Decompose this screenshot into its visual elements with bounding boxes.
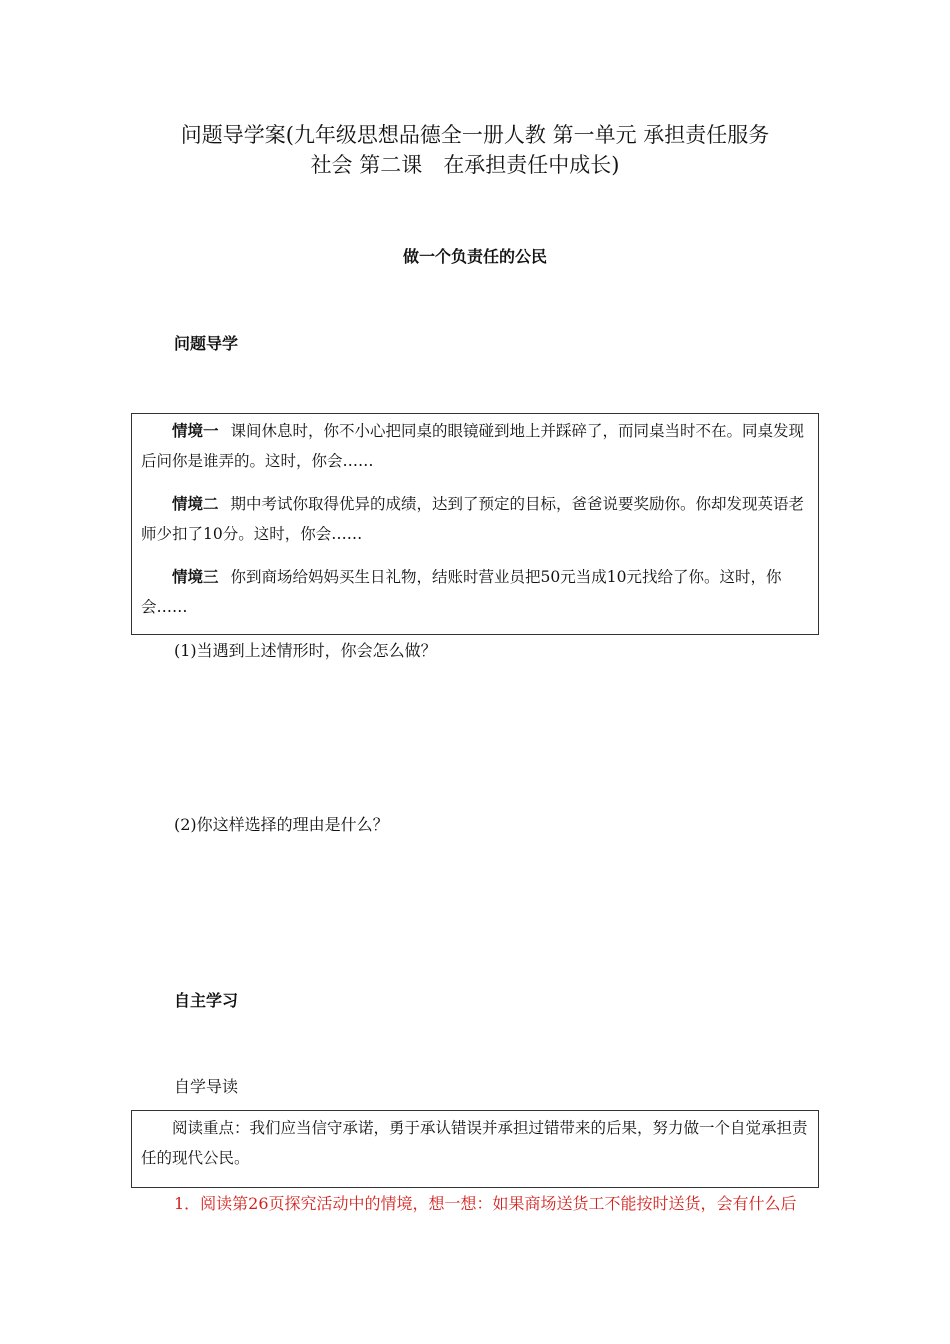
section-heading-guide: 问题导学 [174,334,239,353]
exercise-item-1: 1．阅读第26页探究活动中的情境，想一想：如果商场送货工不能按时送货，会有什么后 [174,1194,797,1213]
scenario-1-text: 课间休息时，你不小心把同桌的眼镜碰到地上并踩碎了，而同桌当时不在。同桌发现后问你是谁弄的。这时，你会…… [141,422,805,470]
document-title [0,120,950,180]
section-heading-self-study: 自主学习 [174,991,239,1010]
reading-focus-box [131,1110,819,1188]
scenario-3-label: 情境三 [172,568,219,586]
scenario-2-label: 情境二 [172,495,219,513]
scenario-2-text: 期中考试你取得优异的成绩，达到了预定的目标，爸爸说要奖励你。你却发现英语老师少扣了10分。这时，你会…… [141,495,805,543]
scenario-3-text: 你到商场给妈妈买生日礼物，结账时营业员把50元当成10元找给了你。这时，你会…… [141,568,782,616]
question-1: (1)当遇到上述情形时，你会怎么做？ [174,641,437,660]
scenario-1 [141,416,810,476]
question-2: (2)你这样选择的理由是什么？ [174,815,389,834]
subtitle: 做一个负责任的公民 [402,247,547,266]
scenario-1-label: 情境一 [172,422,219,440]
scenario-2 [141,489,810,549]
reading-focus-text: 阅读重点：我们应当信守承诺，勇于承认错误并承担过错带来的后果，努力做一个自觉承担责任的现代公民。 [141,1119,808,1167]
title-line-2: 社会 第二课 在承担责任中成长) [310,153,620,177]
scenario-box [131,413,819,635]
self-study-guide-heading: 自学导读 [174,1077,239,1096]
title-line-1: 问题导学案(九年级思想品德全一册人教 第一单元 承担责任服务 [180,123,770,147]
scenario-3 [141,562,810,622]
